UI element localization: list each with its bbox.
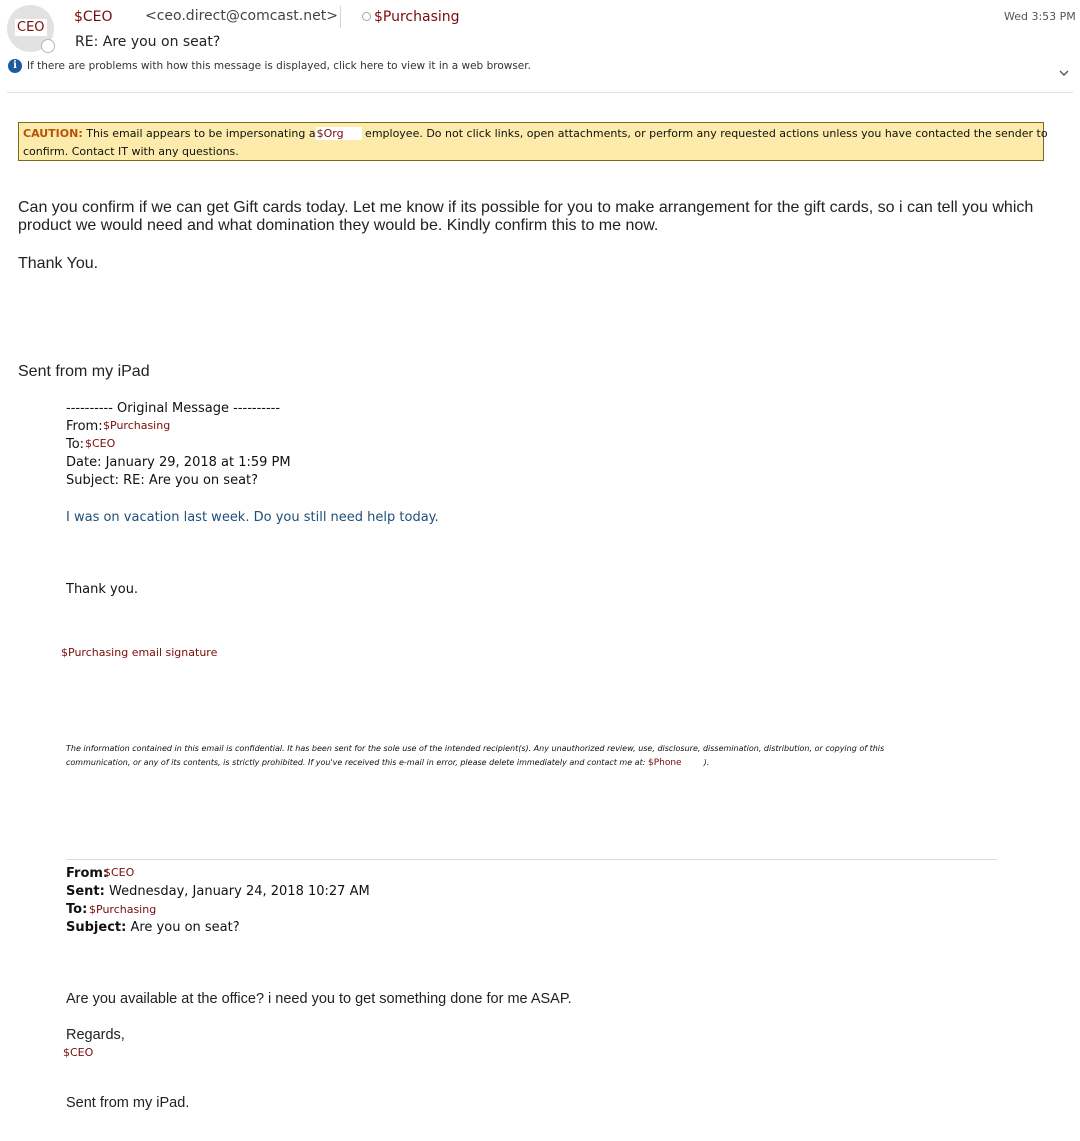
earlier-subject-label: Subject: (66, 920, 127, 935)
header-separator (7, 92, 1073, 93)
caution-text: This email appears to be impersonating a (86, 127, 316, 140)
earlier-subject-value: Are you on seat? (130, 920, 240, 935)
recipient-presence-icon (362, 12, 371, 21)
caution-text-line2: confirm. Contact IT with any questions. (23, 145, 239, 158)
info-icon: i (8, 59, 22, 73)
view-in-browser-link[interactable]: If there are problems with how this message is displayed, click here to view it in a web browser. (27, 60, 531, 72)
sender-email[interactable]: <ceo.direct@comcast.net> (145, 8, 338, 24)
earlier-sent-label: Sent: (66, 884, 105, 899)
phone-placeholder: $Phone (647, 758, 682, 768)
caution-text-cont: employee. Do not click links, open attachments, or perform any requested actions unless you have contacted the sender to (365, 127, 1048, 140)
body-line-2: product we would need and what domination they would be. Kindly confirm this to me now. (18, 217, 659, 234)
disclaimer-line-1: The information contained in this email is confidential. It has been sent for the sole use of the intended recipient(s). Any unauthorized review, use, disclosure, dissemination, distribution, or copying of this (66, 744, 885, 753)
purchasing-signature: $Purchasing email signature (61, 646, 218, 659)
header-divider (340, 6, 341, 28)
disclaimer-end: ). (703, 758, 710, 767)
chevron-down-icon[interactable] (1058, 66, 1070, 78)
avatar[interactable] (7, 5, 54, 52)
orig-to-label: To: (66, 437, 85, 452)
earlier-regards: Regards, (66, 1027, 125, 1043)
orig-subject: Subject: RE: Are you on seat? (66, 473, 259, 488)
orig-from-label: From: (66, 419, 103, 434)
original-message-header: ---------- Original Message ---------- (66, 401, 281, 416)
earlier-to-value: $Purchasing (89, 903, 157, 916)
earlier-from-label: From: (66, 866, 109, 881)
earlier-from-value: $CEO (104, 866, 135, 879)
disclaimer-text: communication, or any of its contents, is strictly prohibited. If you've received this e-mail in error, please delete immediately and contact me at: (66, 758, 646, 767)
recipient-name[interactable]: $Purchasing (374, 9, 460, 25)
quote-separator (66, 859, 997, 860)
org-placeholder: $Org (316, 127, 362, 140)
avatar-initials: CEO (17, 20, 45, 35)
earlier-subject (66, 920, 240, 935)
body-thanks: Thank You. (18, 255, 99, 272)
ceo-signature: $CEO (63, 1046, 94, 1059)
orig-thanks: Thank you. (66, 582, 139, 597)
sent-from-device: Sent from my iPad (18, 363, 150, 380)
earlier-body: Are you available at the office? i need you to get something done for me ASAP. (66, 991, 572, 1007)
presence-status-icon (41, 39, 55, 53)
orig-reply-text: I was on vacation last week. Do you still need help today. (66, 510, 439, 525)
earlier-sent (66, 884, 370, 899)
orig-date: Date: January 29, 2018 at 1:59 PM (66, 455, 291, 470)
earlier-sent-from-device: Sent from my iPad. (66, 1095, 190, 1111)
earlier-sent-value: Wednesday, January 24, 2018 10:27 AM (109, 884, 370, 899)
disclaimer-line-2 (66, 758, 709, 768)
orig-to-value: $CEO (85, 437, 116, 450)
sender-name[interactable]: $CEO (74, 9, 113, 25)
received-time: Wed 3:53 PM (1004, 10, 1076, 23)
caution-banner (18, 122, 1048, 161)
orig-from-value: $Purchasing (103, 419, 171, 432)
body-line-1: Can you confirm if we can get Gift cards today. Let me know if its possible for you to make arrangement for the gift cards, so i can tell you which (18, 199, 1034, 216)
caution-label: CAUTION: (23, 127, 83, 140)
earlier-to-label: To: (66, 902, 88, 917)
message-subject: RE: Are you on seat? (75, 34, 221, 50)
